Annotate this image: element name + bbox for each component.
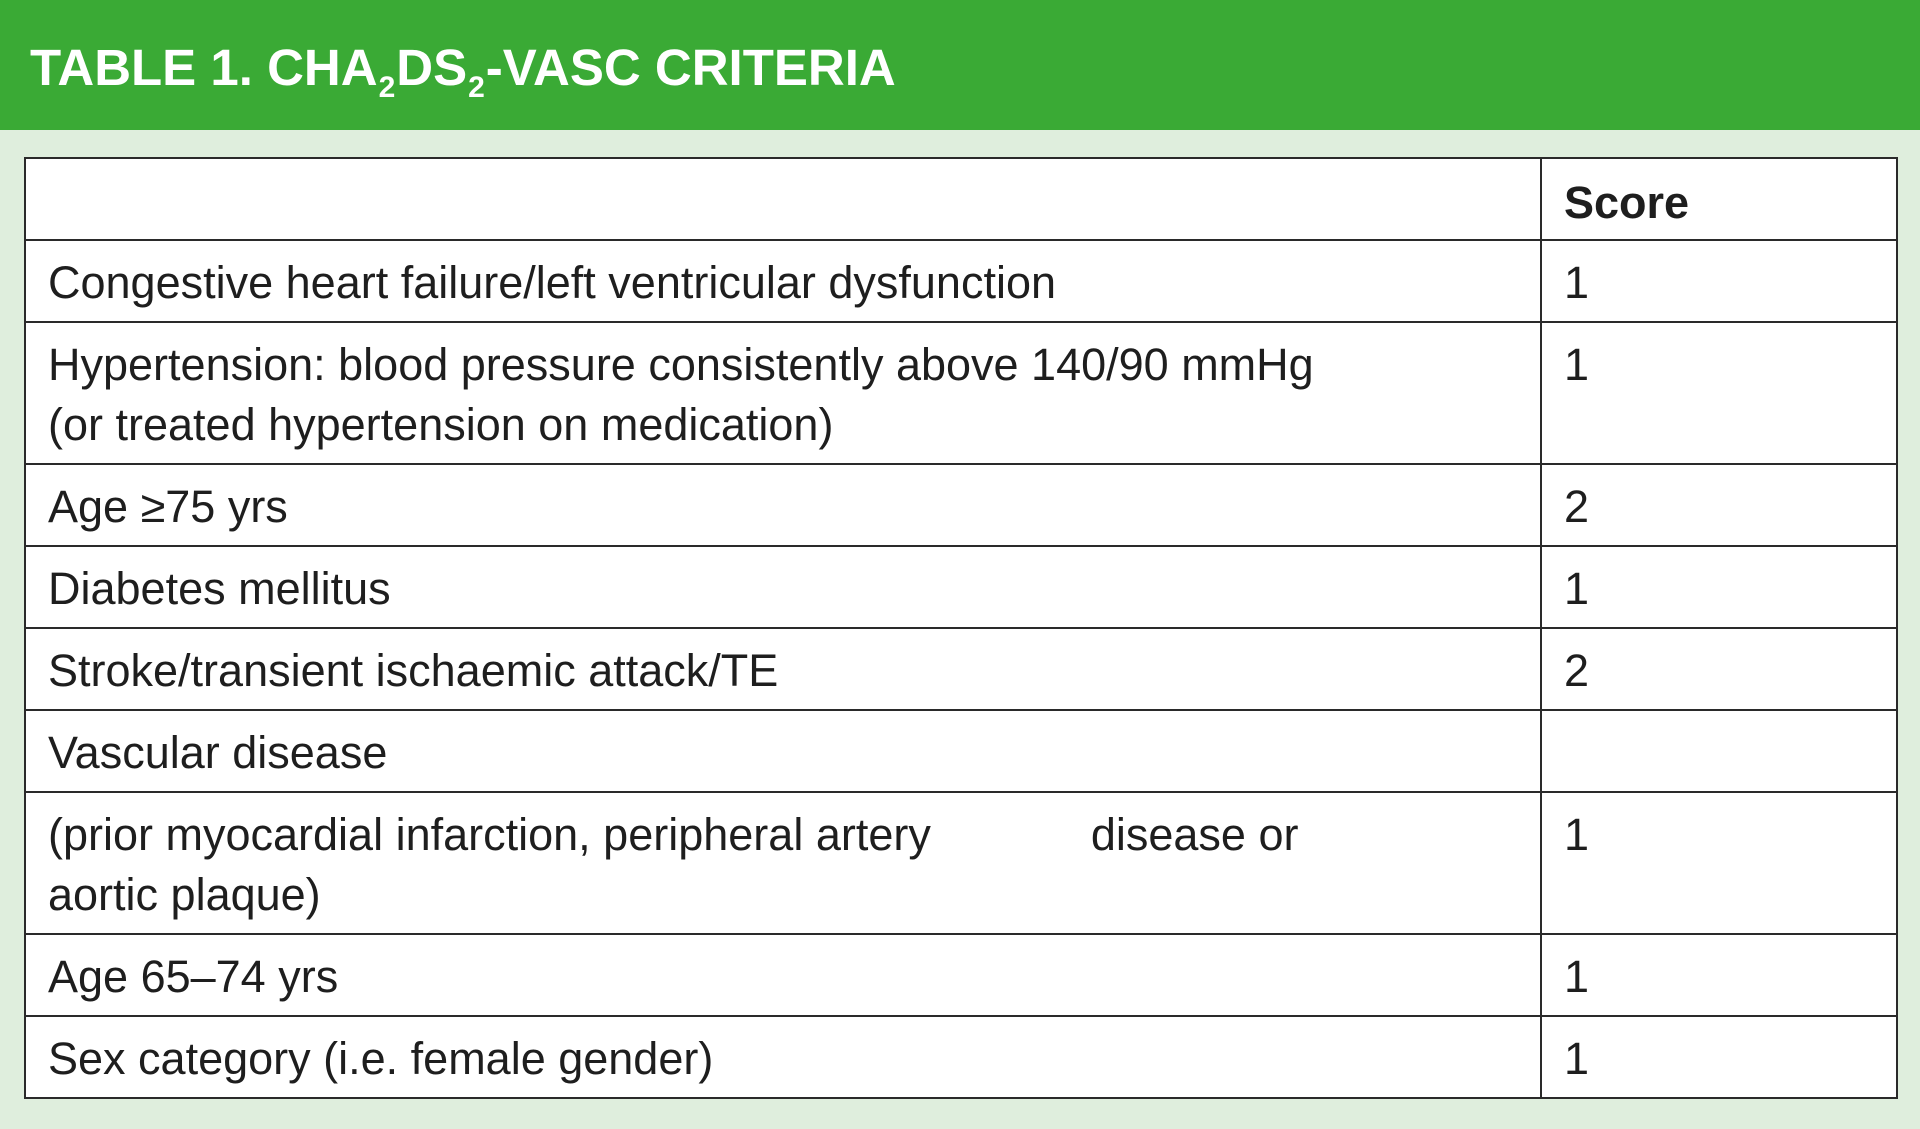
criterion-cell: Stroke/transient ischaemic attack/TE — [25, 628, 1541, 710]
criterion-header-cell — [25, 158, 1541, 240]
title-subscript-2: 2 — [468, 71, 485, 104]
criterion-part2: disease or — [1090, 809, 1299, 860]
score-cell: 2 — [1541, 628, 1897, 710]
table-row — [25, 322, 1897, 464]
score-cell: 1 — [1541, 546, 1897, 628]
score-cell: 1 — [1541, 1016, 1897, 1098]
criteria-table — [24, 157, 1898, 1099]
score-cell: 2 — [1541, 464, 1897, 546]
criterion-cell: Age 65–74 yrs — [25, 934, 1541, 1016]
criterion-line2: aortic plaque) — [48, 869, 321, 920]
title-text-part2: DS — [396, 39, 468, 96]
table-title — [30, 36, 896, 108]
table-row — [25, 240, 1897, 322]
table-row — [25, 628, 1897, 710]
criterion-part1: (prior myocardial infarction, peripheral artery — [48, 809, 931, 860]
criterion-cell — [25, 322, 1541, 464]
table-header-row — [25, 158, 1897, 240]
title-text-part1: TABLE 1. CHA — [30, 39, 378, 96]
criterion-cell: Age ≥75 yrs — [25, 464, 1541, 546]
table-row — [25, 934, 1897, 1016]
criterion-cell: Sex category (i.e. female gender) — [25, 1016, 1541, 1098]
criterion-line1: Hypertension: blood pressure consistently above 140/90 mmHg — [48, 339, 1314, 390]
table-row — [25, 1016, 1897, 1098]
table-row — [25, 792, 1897, 934]
criterion-line2: (or treated hypertension on medication) — [48, 399, 834, 450]
criterion-cell: Congestive heart failure/left ventricular dysfunction — [25, 240, 1541, 322]
table-title-banner — [0, 0, 1920, 130]
score-header-cell: Score — [1541, 158, 1897, 240]
title-text-part3: -VASC CRITERIA — [485, 39, 896, 96]
score-cell: 1 — [1541, 792, 1897, 934]
score-cell — [1541, 710, 1897, 792]
criterion-cell: Diabetes mellitus — [25, 546, 1541, 628]
score-cell: 1 — [1541, 322, 1897, 464]
criterion-cell — [25, 792, 1541, 934]
title-subscript-1: 2 — [378, 71, 396, 104]
score-cell: 1 — [1541, 934, 1897, 1016]
table-row — [25, 710, 1897, 792]
criterion-cell: Vascular disease — [25, 710, 1541, 792]
table-row — [25, 464, 1897, 546]
table-row — [25, 546, 1897, 628]
score-cell: 1 — [1541, 240, 1897, 322]
